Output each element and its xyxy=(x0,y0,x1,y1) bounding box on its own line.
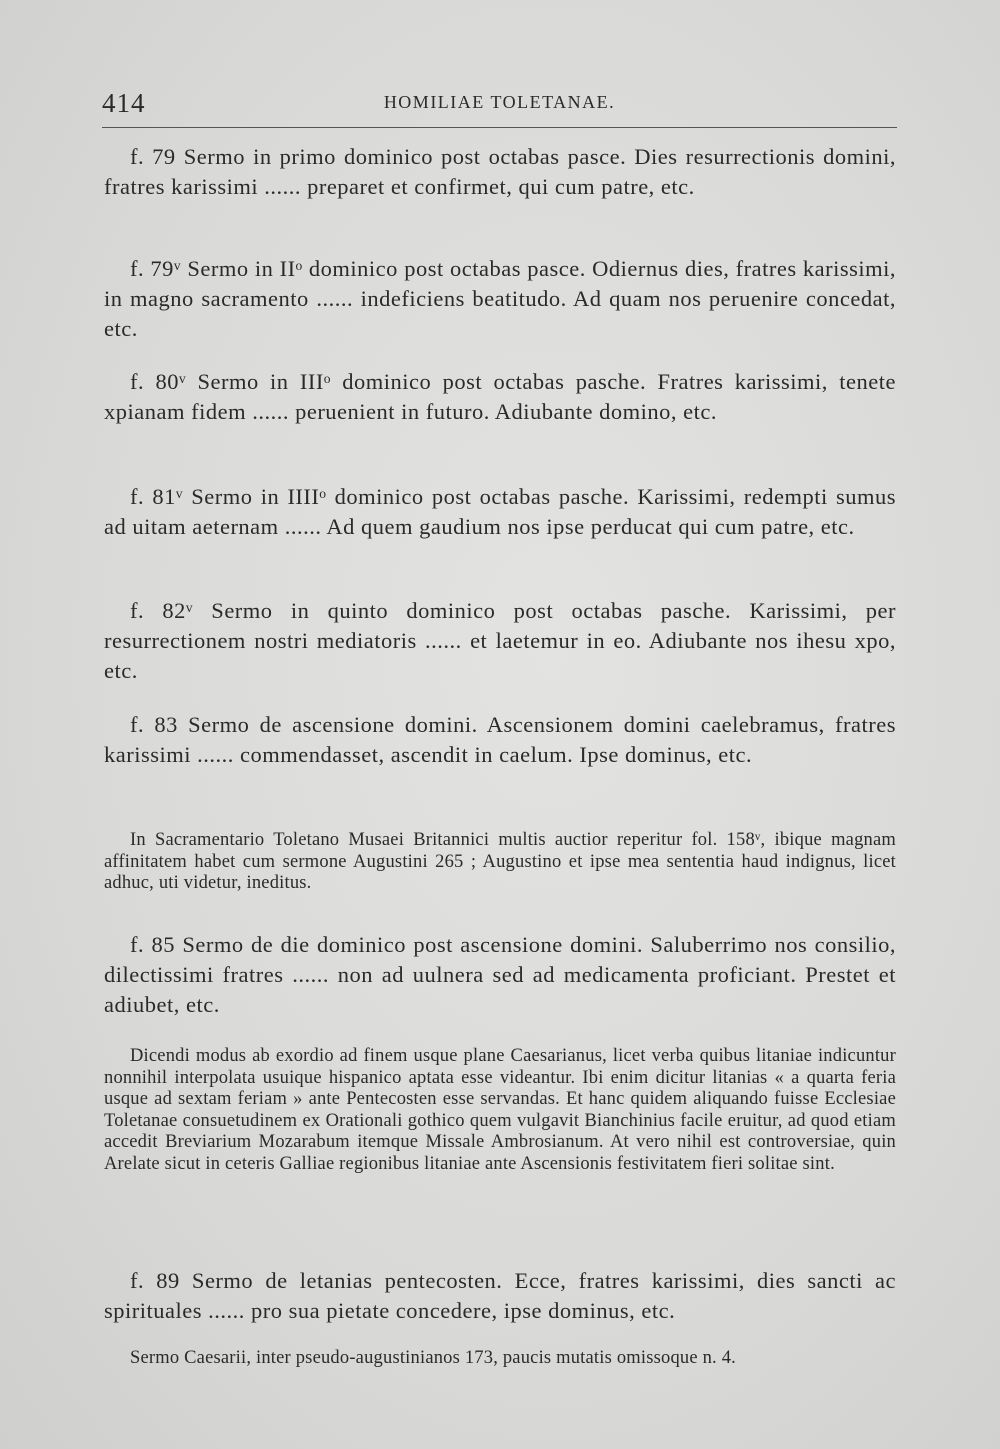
editorial-note-f85 xyxy=(104,1046,896,1175)
manuscript-entry-f82v xyxy=(104,596,896,686)
header-rule xyxy=(102,127,897,128)
editorial-note-f89 xyxy=(104,1348,896,1370)
editorial-note-f83 xyxy=(104,830,896,895)
entry-text: f. 83 Sermo de ascensione domini. Ascensionem domini caelebramus, fratres karissimi ...... commendasset, ascendit in caelum. Ipse dominus, etc. xyxy=(104,712,896,767)
entry-text: f. 81ᵛ Sermo in IIIIᵒ dominico post octabas pasche. Karissimi, redempti sumus ad uitam aeternam ...... Ad quem gaudium nos ipse perducat qui cum patre, etc. xyxy=(104,484,896,539)
entry-text: f. 89 Sermo de letanias pentecosten. Ecce, fratres karissimi, dies sancti ac spirituales ...... pro sua pietate concedere, ipse dominus, etc. xyxy=(104,1268,896,1323)
entry-text: f. 82ᵛ Sermo in quinto dominico post octabas pasche. Karissimi, per resurrectionem nostri mediatoris ...... et laetemur in eo. Adiubante nos ihesu xpo, etc. xyxy=(104,598,896,683)
entry-text: f. 80ᵛ Sermo in IIIᵒ dominico post octabas pasche. Fratres karissimi, tenete xpianam fidem ...... peruenient in futuro. Adiubante domino, etc. xyxy=(104,369,896,424)
manuscript-entry-f80v xyxy=(104,367,896,427)
manuscript-entry-f89 xyxy=(104,1266,896,1326)
note-text: Dicendi modus ab exordio ad finem usque plane Caesarianus, licet verba quibus litaniae indicuntur nonnihil interpolata usuique hispanico aptata esse videantur. Ibi enim dicitur litanias « a quarta feria usque ad sextam feriam » ante Pentecosten esse servandas. Et hanc quidem aliquando fuisse Ecclesiae Toletanae consuetudinem ex Orationali gothico quem vulgavit Bianchinius facile eruitur, ad quod etiam accedit Breviarium Mozarabum itemque Missale Ambrosianum. At vero nihil est controversiae, quin Arelate sicut in ceteris Galliae regionibus litaniae ante Ascensionis festivitatem fieri solitae sint. xyxy=(104,1046,896,1174)
entry-text: f. 79ᵛ Sermo in IIᵒ dominico post octabas pasce. Odiernus dies, fratres karissimi, in magno sacramento ...... indeficiens beatitudo. Ad quam nos peruenire concedat, etc. xyxy=(104,256,896,341)
entry-text: f. 79 Sermo in primo dominico post octabas pasce. Dies resurrectionis domini, fratres karissimi ...... preparet et confirmet, qui cum patre, etc. xyxy=(104,144,896,199)
manuscript-entry-f81v xyxy=(104,482,896,542)
manuscript-entry-f85 xyxy=(104,930,896,1020)
manuscript-entry-f83 xyxy=(104,710,896,770)
note-text: In Sacramentario Toletano Musaei Britannici multis auctior reperitur fol. 158ᵛ, ibique magnam affinitatem habet cum sermone Augustini 265 ; Augustino et ipse mea sententia haud indignus, licet adhuc, uti videtur, ineditus. xyxy=(104,830,896,893)
manuscript-entry-f79v xyxy=(104,254,896,344)
page-number: 414 xyxy=(102,88,146,118)
page-header xyxy=(102,88,897,122)
note-text: Sermo Caesarii, inter pseudo-augustinianos 173, paucis mutatis omissoque n. 4. xyxy=(130,1348,736,1368)
manuscript-entry-f79 xyxy=(104,142,896,202)
running-title: HOMILIAE TOLETANAE. xyxy=(383,92,616,112)
entry-text: f. 85 Sermo de die dominico post ascensione domini. Saluberrimo nos consilio, dilectissimi fratres ...... non ad uulnera sed ad medicamenta proficiant. Prestet et adiubet, etc. xyxy=(104,932,896,1017)
